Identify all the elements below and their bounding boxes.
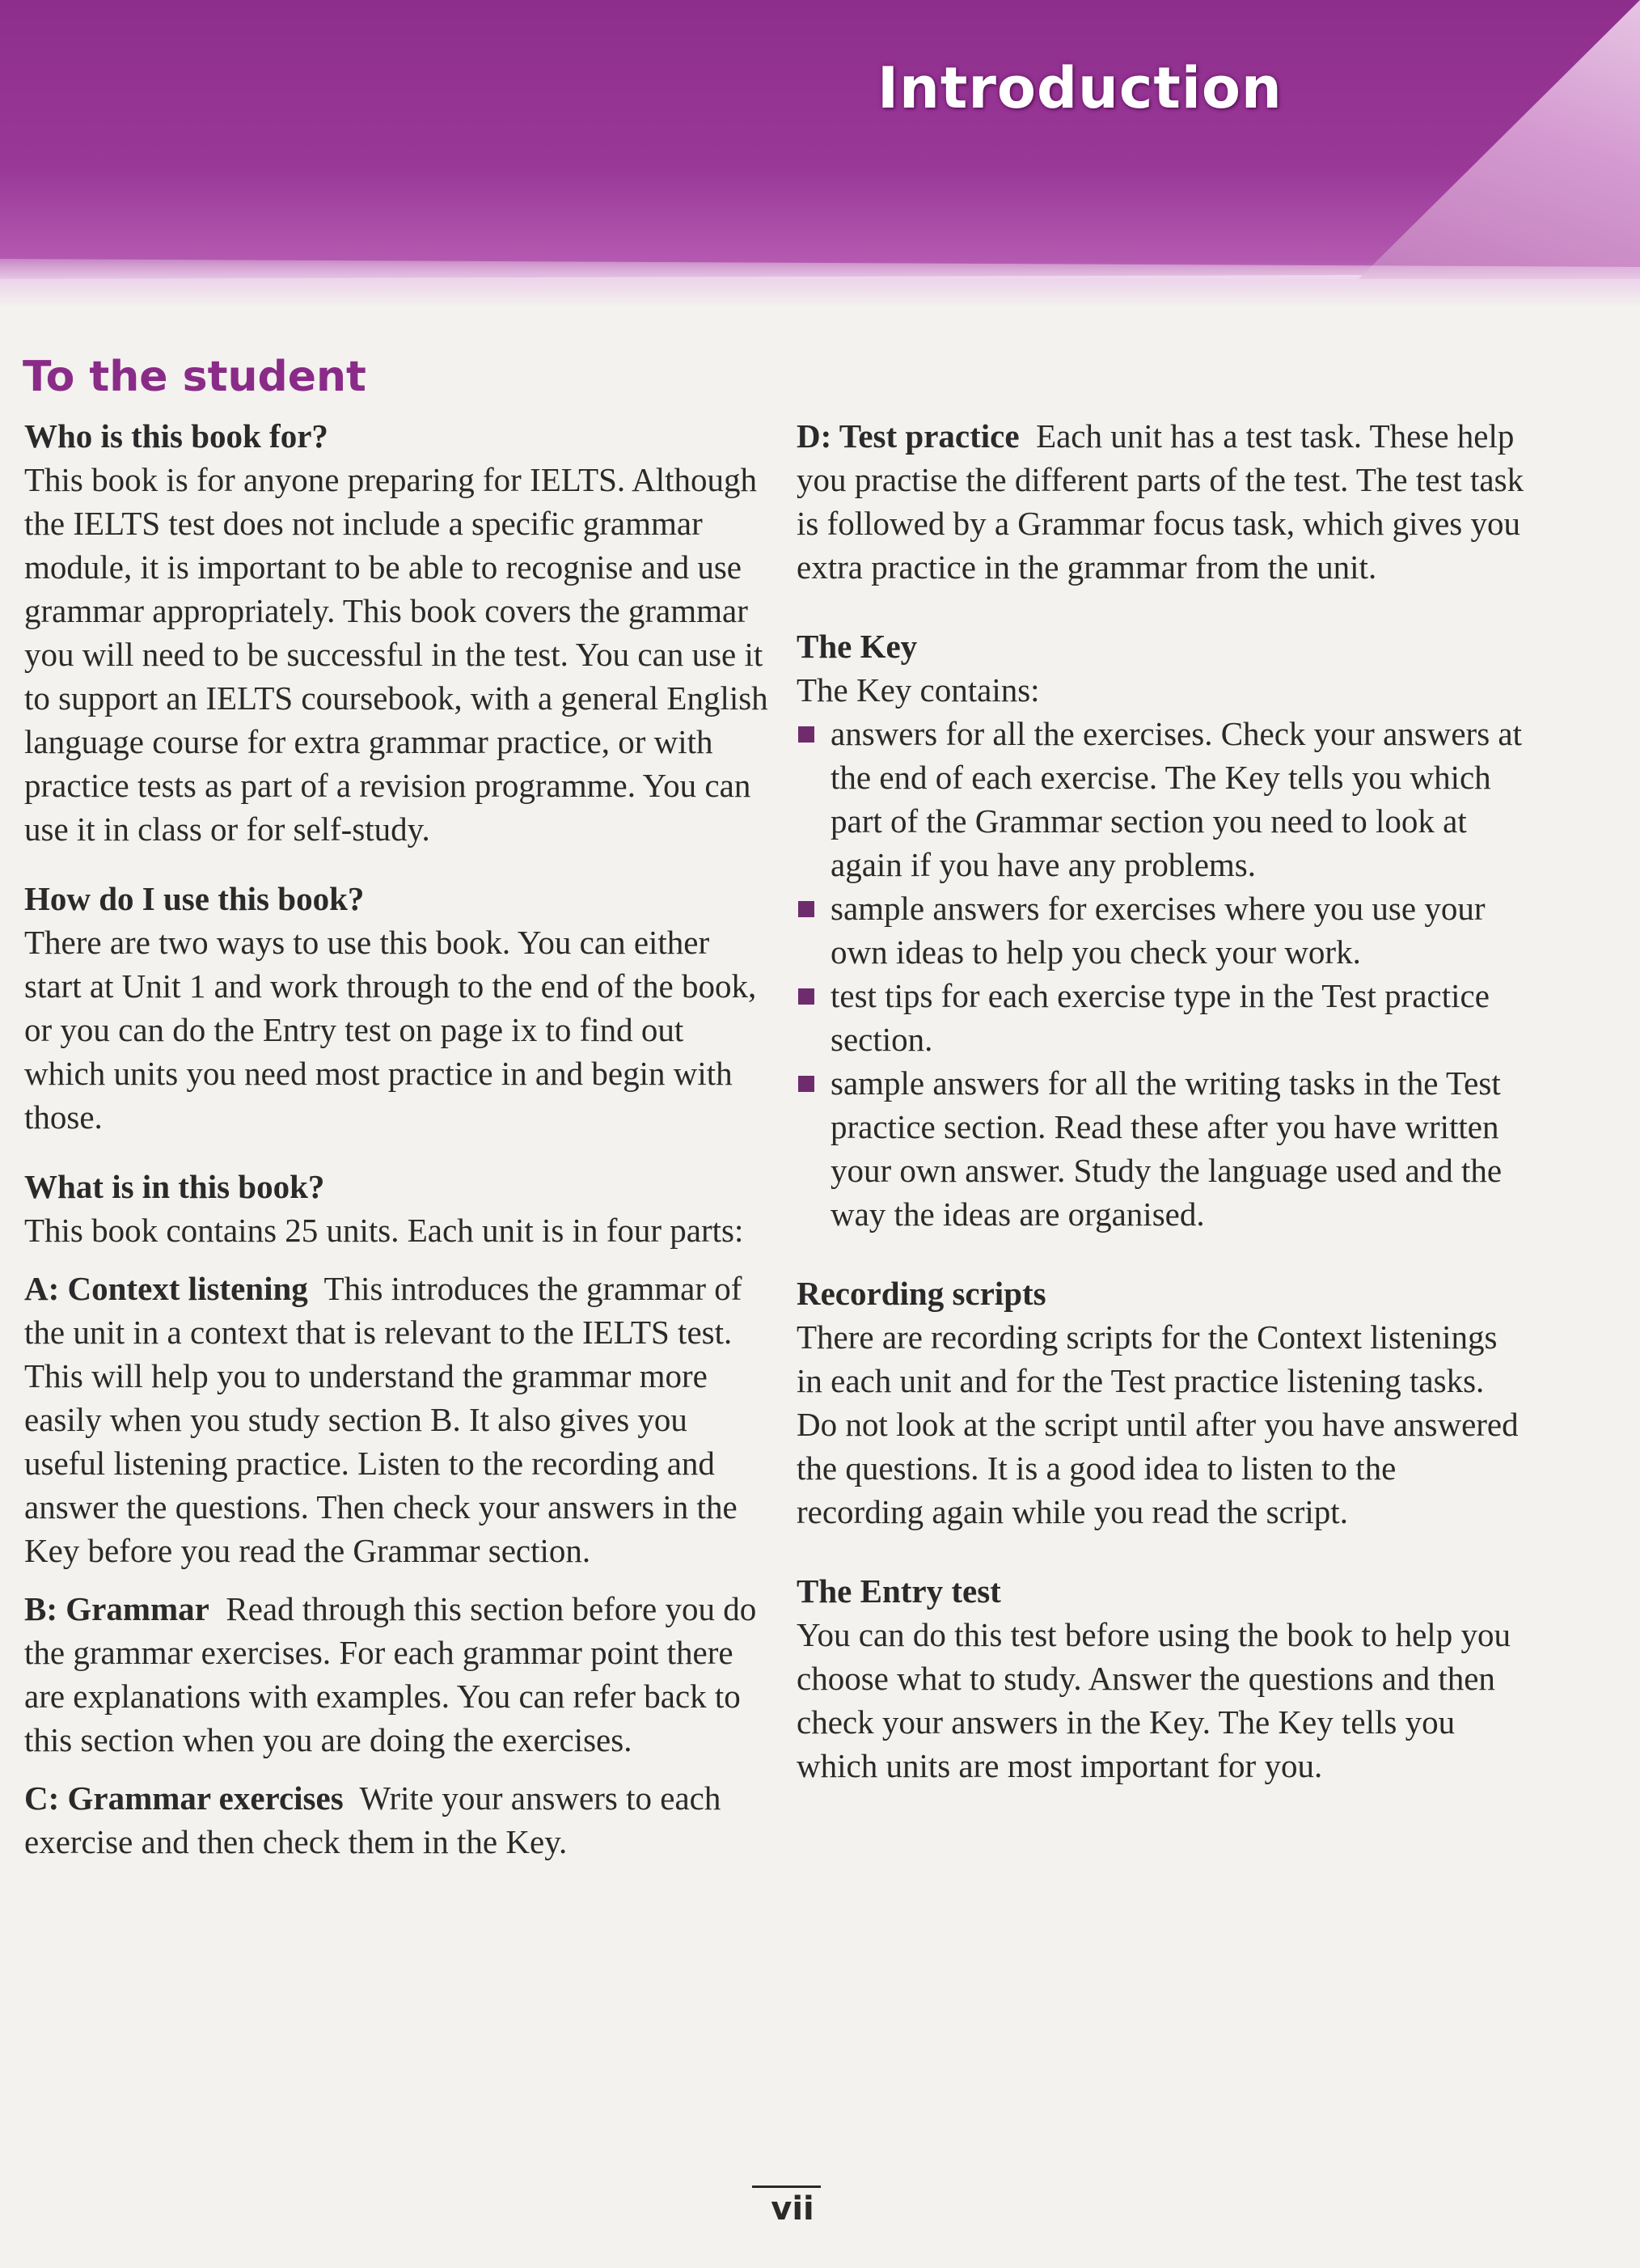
part-b-paragraph <box>24 1587 768 1762</box>
square-bullet-icon <box>798 988 814 1005</box>
entry-test-heading: The Entry test <box>797 1572 1001 1610</box>
part-a-label: A: Context listening <box>24 1270 308 1307</box>
list-item: answers for all the exercises. Check your answers at the end of each exercise. The Key tells you which part of the Grammar section you need to look at again if you have any problems. <box>797 712 1524 886</box>
right-column <box>797 414 1524 1788</box>
key-list <box>797 712 1524 1236</box>
square-bullet-icon <box>798 901 814 917</box>
list-item: sample answers for all the writing tasks in the Test practice section. Read these after you have written your own answer. Study the language used and the way the ideas are organised. <box>797 1061 1524 1236</box>
key-heading: The Key <box>797 628 918 665</box>
question-heading-what: What is in this book? <box>24 1168 325 1205</box>
scripts-heading: Recording scripts <box>797 1275 1046 1312</box>
paragraph-how: There are two ways to use this book. You can either start at Unit 1 and work through to the end of the book, or you can do the Entry test on page ix to find out which units you need most practice in and begin with those. <box>24 924 757 1136</box>
list-item: sample answers for exercises where you use your own ideas to help you check your work. <box>797 886 1524 974</box>
square-bullet-icon <box>798 1076 814 1092</box>
part-c-paragraph <box>24 1776 768 1864</box>
page-number: vii <box>771 2190 814 2228</box>
list-item: test tips for each exercise type in the Test practice section. <box>797 974 1524 1061</box>
part-a-paragraph <box>24 1267 768 1572</box>
part-a-text: This introduces the grammar of the unit in a context that is relevant to the IELTS test. This will help you to understand the grammar more easily when you study section B. It also gives you useful listening practice. Listen to the recording and answer the questions. Then check your answers in the Key before you read the Grammar section. <box>24 1270 742 1569</box>
chapter-title: Introduction <box>877 55 1283 121</box>
part-d-paragraph <box>797 414 1524 589</box>
part-c-text: Write your answers to each exercise and then check them in the Key. <box>24 1779 721 1860</box>
part-d-text: Each unit has a test task. These help you practise the different parts of the test. The test task is followed by a Grammar focus task, which gives you extra practice in the grammar from the unit. <box>797 417 1524 586</box>
question-heading-who: Who is this book for? <box>24 417 328 455</box>
paragraph-what: This book contains 25 units. Each unit is in four parts: <box>24 1212 744 1249</box>
question-heading-how: How do I use this book? <box>24 880 365 917</box>
part-b-label: B: Grammar <box>24 1590 209 1627</box>
part-b-text: Read through this section before you do the grammar exercises. For each grammar point there are explanations with examples. You can refer back to this section when you are doing the exercises. <box>24 1590 757 1758</box>
paragraph-who: This book is for anyone preparing for IELTS. Although the IELTS test does not include a specific grammar module, it is important to be able to recognise and use grammar appropriately. This book covers the grammar you will need to be successful in the test. You can use it to support an IELTS coursebook, with a general English language course for extra grammar practice, or with practice tests as part of a revision programme. You can use it in class or for self-study. <box>24 461 768 848</box>
key-intro: The Key contains: <box>797 671 1040 709</box>
part-d-label: D: Test practice <box>797 417 1020 455</box>
entry-test-paragraph: You can do this test before using the book to help you choose what to study. Answer the questions and then check your answers in the Key. The Key tells you which units are most important for you. <box>797 1616 1511 1784</box>
part-c-label: C: Grammar exercises <box>24 1779 344 1817</box>
scripts-paragraph: There are recording scripts for the Context listenings in each unit and for the Test practice listening tasks. Do not look at the script until after you have answered the questions. It is a good idea to listen to the recording again while you read the script. <box>797 1318 1519 1530</box>
section-heading: To the student <box>23 353 366 401</box>
square-bullet-icon <box>798 726 814 743</box>
left-column <box>24 414 768 1864</box>
page-number-rule <box>752 2185 821 2188</box>
